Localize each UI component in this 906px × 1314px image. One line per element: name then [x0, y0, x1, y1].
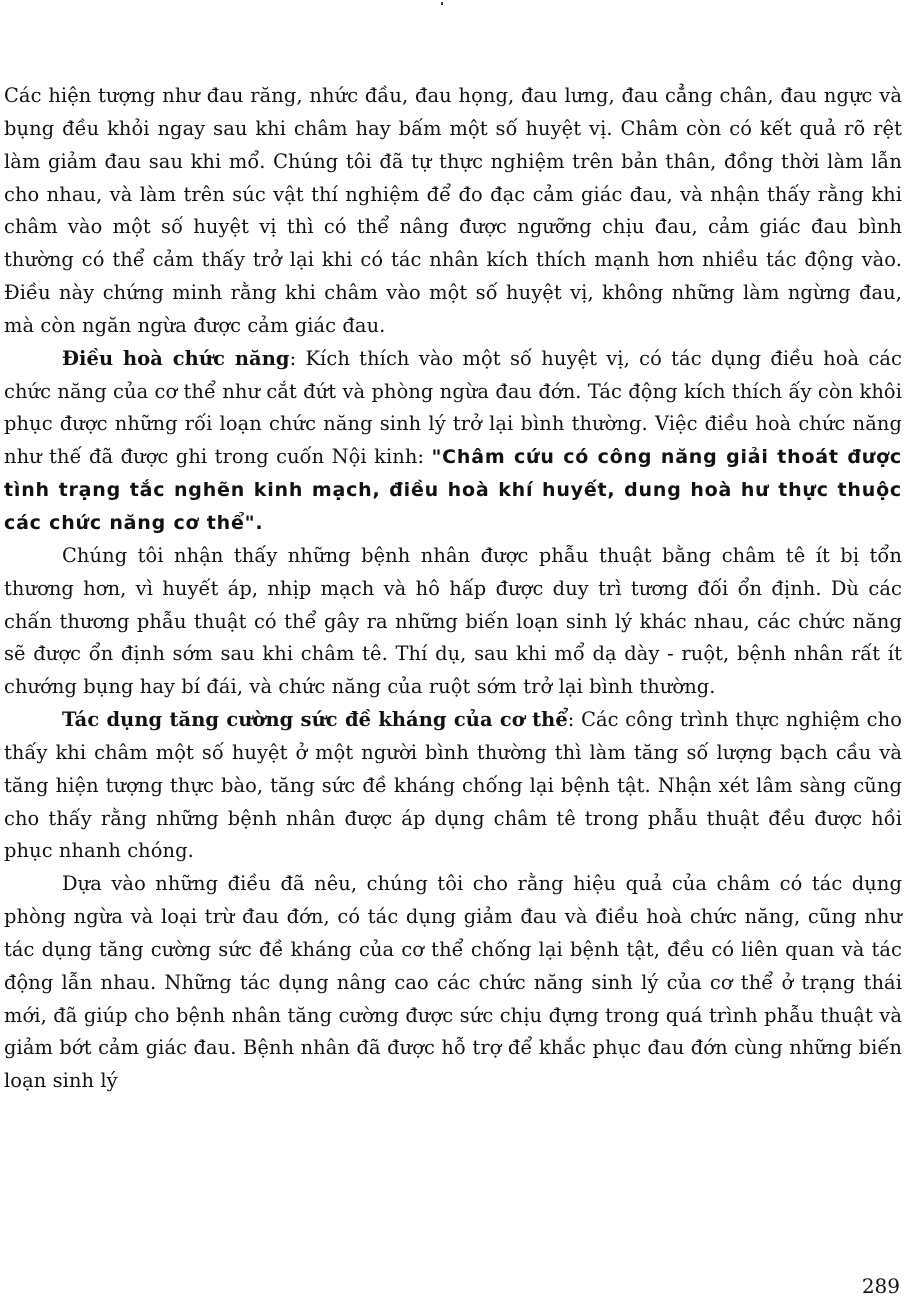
page-number: 289 — [861, 1274, 900, 1298]
paragraph-pain-relief: Các hiện tượng như đau răng, nhức đầu, đau họng, đau lưng, đau cẳng chân, đau ngực và bụng đều khỏi ngay sau khi châm hay bấm một số huyệt vị. Châm còn có kết quả rõ rệt làm giảm đau sau khi mổ. Chúng tôi đã tự thực nghiệm trên bản thân, đồng thời làm lẫn cho nhau, và làm trên súc vật thí nghiệm để đo đạc cảm giác đau, và nhận thấy rằng khi châm vào một số huyệt vị thì có thể nâng được ngưỡng chịu đau, cảm giác đau bình thường có thể cảm thấy trở lại khi có tác nhân kích thích mạnh hơn nhiều tác động vào. Điều này chứng minh rằng khi châm vào một số huyệt vị, không những làm ngừng đau, mà còn ngăn ngừa được cảm giác đau. — [4, 84, 902, 337]
paragraph-resistance — [4, 704, 902, 868]
body-text — [4, 80, 902, 1098]
paragraph-body: : Các công trình thực nghiệm cho thấy khi châm một số huyệt ở một người bình thường thì làm tăng số lượng bạch cầu và tăng hiện tượng thực bào, tăng sức đề kháng chống lại bệnh tật. Nhận xét lâm sàng cũng cho thấy rằng những bệnh nhân được áp dụng châm tê trong phẫu thuật đều được hồi phục nhanh chóng. — [4, 708, 902, 863]
scan-speck — [441, 2, 443, 5]
noi-kinh-quote: "Châm cứu có công năng giải thoát được tình trạng tắc nghẽn kinh mạch, điều hoà khí huyết, dung hoà hư thực thuộc các chức năng cơ thể". — [4, 446, 902, 534]
paragraph-conclusion: Dựa vào những điều đã nêu, chúng tôi cho rằng hiệu quả của châm có tác dụng phòng ngừa và loại trừ đau đớn, có tác dụng giảm đau và điều hoà chức năng, cũng như tác dụng tăng cường sức đề kháng của cơ thể chống lại bệnh tật, đều có liên quan và tác động lẫn nhau. Những tác dụng nâng cao các chức năng sinh lý của cơ thể ở trạng thái mới, đã giúp cho bệnh nhân tăng cường được sức chịu đựng trong quá trình phẫu thuật và giảm bớt cảm giác đau. Bệnh nhân đã được hỗ trợ để khắc phục đau đớn cùng những biến loạn sinh lý — [4, 872, 902, 1093]
section-heading-resistance: Tác dụng tăng cường sức đề kháng của cơ thể — [62, 708, 568, 732]
paragraph-body: : Kích thích vào một số huyệt vị, có tác dụng điều hoà các chức năng của cơ thể như cắt đứt và phòng ngừa đau đớn. Tác động kích thích ấy còn khôi phục được những rối loạn chức năng sinh lý trở lại bình thường. Việc điều hoà chức năng như thế đã được ghi trong cuốn Nội kinh: — [4, 346, 902, 469]
section-heading-regulate-function: Điều hoà chức năng — [62, 346, 290, 370]
paragraph-anesthesia-observation: Chúng tôi nhận thấy những bệnh nhân được phẫu thuật bằng châm tê ít bị tổn thương hơn, vì huyết áp, nhịp mạch và hô hấp được duy trì tương đối ổn định. Dù các chấn thương phẫu thuật có thể gây ra những biến loạn sinh lý khác nhau, các chức năng sẽ được ổn định sớm sau khi châm tê. Thí dụ, sau khi mổ dạ dày - ruột, bệnh nhân rất ít chướng bụng hay bí đái, và chức năng của ruột sớm trở lại bình thường. — [4, 543, 902, 699]
paragraph-regulate-function — [4, 343, 902, 540]
